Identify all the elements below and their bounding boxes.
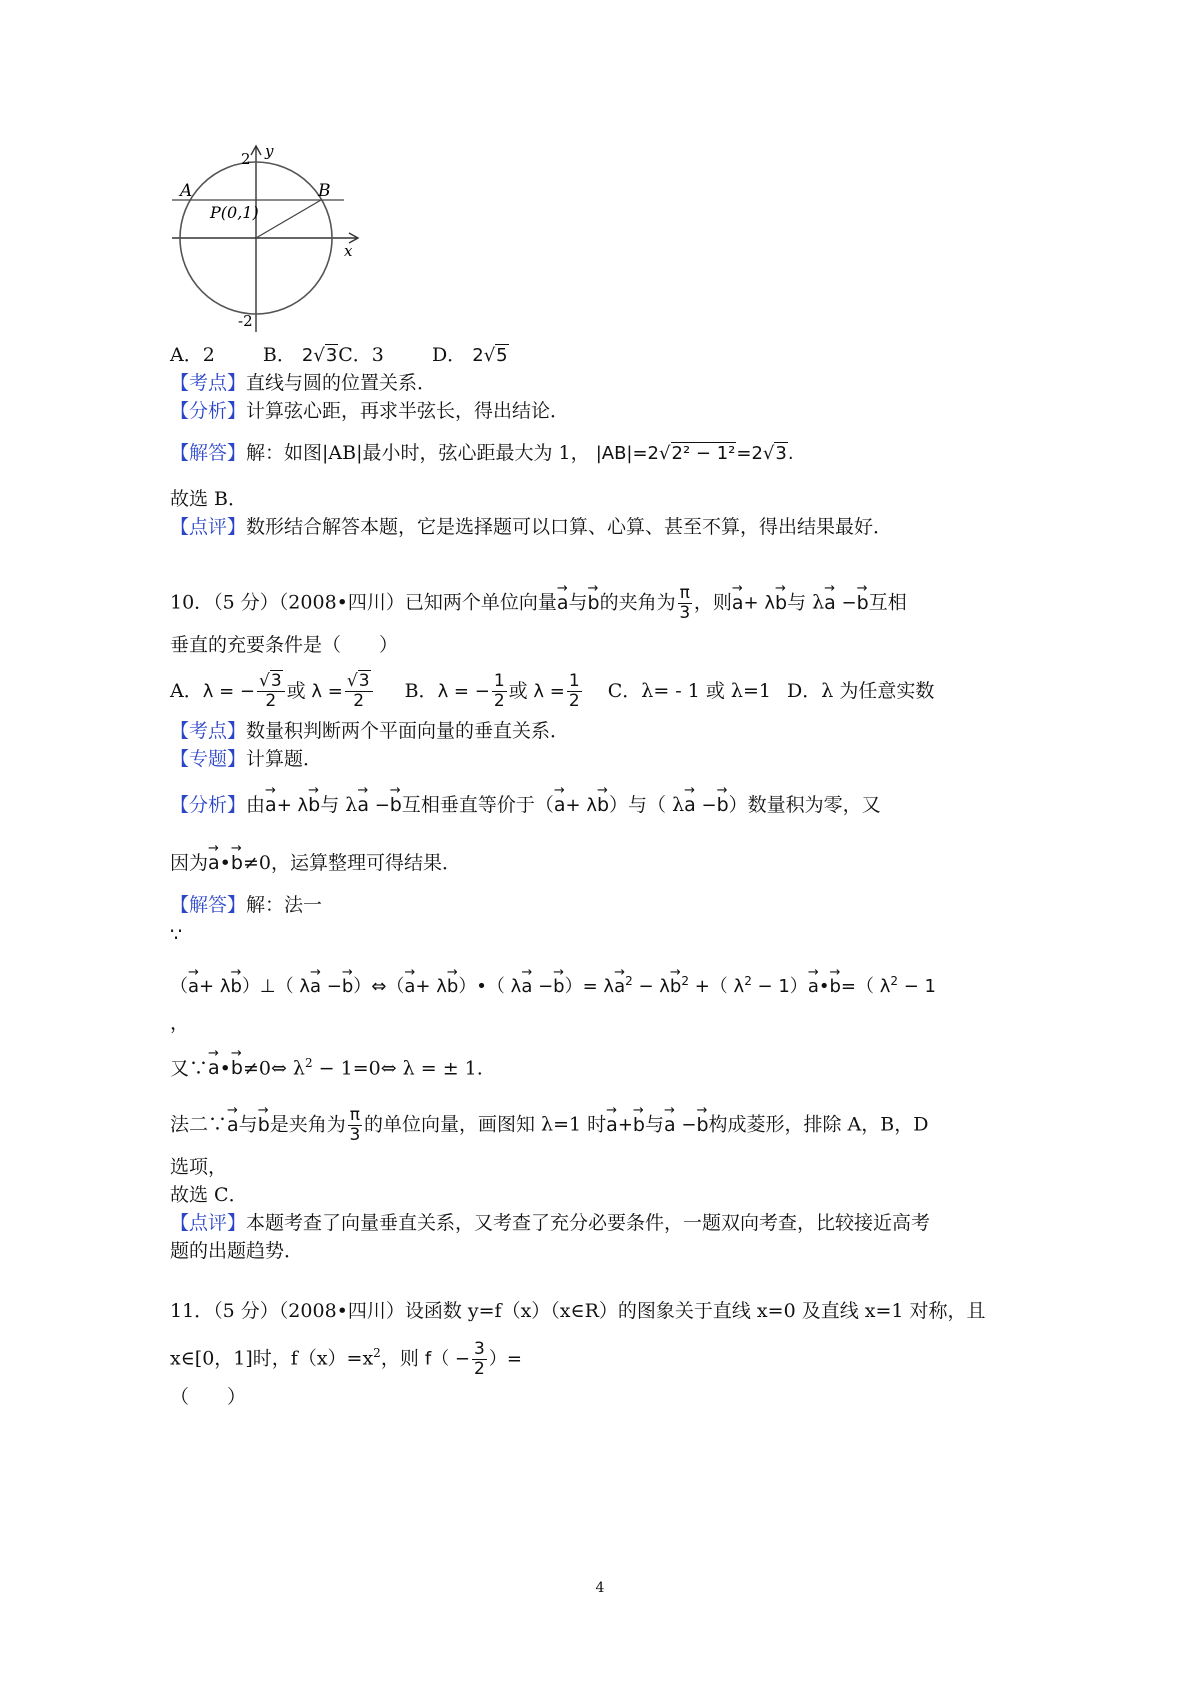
q10-kaodian: 【考点】数量积判断两个平面向量的垂直关系． bbox=[170, 720, 570, 742]
dianping-text: 数形结合解答本题，它是选择题可以口算、心算、甚至不算，得出结果最好． bbox=[246, 516, 893, 538]
label-neg2: -2 bbox=[238, 312, 253, 330]
q10-zhuanti: 【专题】计算题． bbox=[170, 748, 323, 770]
q10-option-a: A．λ = − $\frac{√3}{2}$ 或 λ = $\frac{√3}{2}$ bbox=[170, 680, 375, 702]
q10-because: ∵ bbox=[170, 924, 183, 946]
q9-option-b-value: 2√3 bbox=[301, 345, 338, 366]
q10-option-b: B．λ = − $\frac{1}{2}$ 或 λ = $\frac{1}{2}$ bbox=[404, 671, 580, 711]
label-P: P(0,1) bbox=[210, 203, 259, 222]
q9-option-a: A．2 bbox=[170, 344, 215, 366]
q9-fenxi bbox=[170, 398, 569, 424]
jieda-tag: 【解答】 bbox=[170, 442, 247, 464]
jieda-formula: |AB|=2√2² − 1²=2√3. bbox=[595, 443, 794, 464]
fenxi-tag: 【分析】 bbox=[170, 400, 247, 422]
q10-fa2: 法二∵→ a与→ b是夹角为 $\frac{\pi}{3}$ 的单位向量，画图知 λ=1 时→ a+→ b与→ a −→ b构成菱形，排除 A，B，D bbox=[170, 1106, 928, 1145]
kaodian-text: 直线与圆的位置关系． bbox=[246, 372, 437, 394]
label-y: y bbox=[265, 142, 274, 160]
q10-xuanxiang: 选项， bbox=[170, 1156, 228, 1178]
jieda-text: 解：如图|AB|最小时，弦心距最大为 1， bbox=[246, 442, 590, 464]
q9-option-d-value: 2√5 bbox=[472, 345, 508, 366]
label-x: x bbox=[344, 242, 353, 260]
q9-options bbox=[170, 342, 509, 369]
q10-option-c: C．λ= - 1 或 λ=1 bbox=[607, 679, 771, 702]
q10-options bbox=[170, 672, 934, 711]
q10-stem-line2: 垂直的充要条件是（ ） bbox=[170, 634, 399, 656]
segment-OB bbox=[256, 200, 321, 238]
page-number: 4 bbox=[595, 1580, 605, 1596]
q10-fenxi: 【分析】由→ a+ λ→ b与 λ→ a −→ b互相垂直等价于（→ a+ λ→ b）与（ λ→ a −→ b）数量积为零，又 bbox=[170, 792, 881, 819]
q9-kaodian bbox=[170, 370, 436, 396]
kaodian-tag: 【考点】 bbox=[170, 372, 247, 394]
q9-dianping bbox=[170, 514, 892, 540]
q9-option-b: B． bbox=[262, 344, 296, 366]
q11-stem-line2: x∈[0，1]时，$f(x)=x^2$，则 f（ − $\frac{3}{2}$ ）= bbox=[170, 1339, 522, 1379]
q10-comma: ， bbox=[170, 1012, 190, 1034]
dianping-tag: 【点评】 bbox=[170, 516, 247, 538]
q9-option-d: D． bbox=[431, 344, 467, 366]
q11-paren: （ ） bbox=[170, 1386, 247, 1408]
fenxi-text: 计算弦心距，再求半弦长，得出结论． bbox=[246, 400, 570, 422]
label-B: B bbox=[318, 181, 331, 201]
label-A: A bbox=[180, 181, 193, 201]
q10-you: 又∵→ a•→ b≠0⇔ $\lambda^2$ − 1=0⇔ λ = ± 1. bbox=[170, 1050, 483, 1081]
q11-stem: 11．（5 分）（2008•四川）设函数 y=f（x）（x∈R）的图象关于直线 x=0 及直线 x=1 对称，且 bbox=[170, 1300, 986, 1322]
q10-guxuan: 故选 C． bbox=[170, 1184, 248, 1206]
circle-diagram bbox=[168, 140, 368, 335]
q10-dianping: 【点评】本题考查了向量垂直关系，又考查了充分必要条件，一题双向考查，比较接近高考 bbox=[170, 1212, 931, 1234]
q10-equation: （→ a+ λ→ b）⊥（ λ→ a −→ b）⇔（→ a+ λ→ b）•（ $\lambda\to a -\to b)= \lambda\to a^2 - \lambda\to b^2$ +（ $\lambda^2 - 1)\to$ a•→ b=（ $\lambda^2 - 1$ bbox=[170, 968, 936, 1000]
q10-stem: 10．（5 分）（2008•四川）已知两个单位向量→ a与→ b的夹角为 $\frac{\pi}{3}$ ，则→ a+ λ→ b与 λ→ a −→ b互相 bbox=[170, 584, 907, 623]
q10-fenxi-line2: 因为→ a•→ b≠0，运算整理可得结果． bbox=[170, 850, 461, 876]
q9-option-c: C．3 bbox=[338, 344, 384, 366]
q10-dianping-line2: 题的出题趋势． bbox=[170, 1240, 304, 1262]
q10-option-d: D．λ 为任意实数 bbox=[787, 679, 935, 702]
label-2: 2 bbox=[241, 150, 251, 168]
q9-guxuan: 故选 B． bbox=[170, 488, 248, 510]
q10-jieda: 【解答】解：法一 bbox=[170, 894, 323, 916]
q9-jieda bbox=[170, 440, 794, 467]
